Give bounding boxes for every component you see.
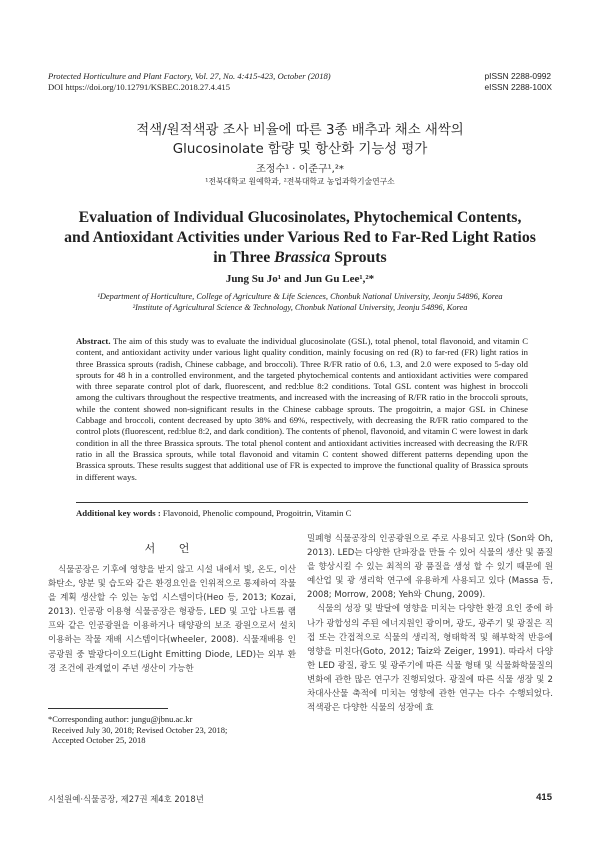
abstract-divider bbox=[76, 502, 528, 503]
corresponding-author: *Corresponding author: jungu@jbnu.ac.kr bbox=[48, 714, 193, 724]
footer-journal: 시설원예·식물공장, 제27권 제4호 2018년 bbox=[48, 794, 204, 804]
pissn: pISSN 2288-0992 bbox=[484, 71, 552, 81]
korean-affiliation: ¹전북대학교 원예학과, ²전북대학교 농업과학기술연구소 bbox=[205, 177, 395, 186]
journal-citation: Protected Horticulture and Plant Factory, Vol. 27, No. 4:415-423, October (2018) bbox=[48, 71, 331, 81]
korean-authors: 조정수¹ · 이준구¹,²* bbox=[256, 164, 344, 175]
korean-title-line-2: Glucosinolate 함량 및 항산화 기능성 평가 bbox=[172, 142, 428, 157]
korean-title bbox=[0, 121, 600, 159]
english-authors: Jung Su Jo¹ and Jun Gu Lee¹,²* bbox=[225, 273, 375, 285]
english-title-line-3c: Sprouts bbox=[330, 249, 387, 266]
abstract-label: Abstract. bbox=[76, 336, 111, 346]
english-affiliation-1: ¹Department of Horticulture, College of Agriculture & Life Sciences, Chonbuk National University, Jeonju 54896, Korea bbox=[97, 292, 503, 301]
issn-block bbox=[484, 71, 552, 93]
abstract bbox=[76, 336, 528, 483]
eissn: eISSN 2288-100X bbox=[484, 82, 552, 92]
english-title-line-3 bbox=[30, 248, 570, 268]
abstract-text: The aim of this study was to evaluate the individual glucosinolate (GSL), total phenol, total flavonoid, and vitamin C content, and antioxidant activity under various light quality condition, mainly focusing on red (R) to far-red (FR) light ratios in three Brassica sprouts (radish, Chinese cabbage, and broccoli). Three R/FR ratio of 0.6, 1.3, and 2.0 were exposed to 5-day old sprouts for 48 h in a controlled environment, and the targeted phytochemical contents and antioxidant activities were compared with three separate control plot of dark, fluorescent, and red:blue 8:2 conditions. Total GSL content was highest in broccoli among the cultivars throughout the respective treatments, and increased with the increasing of R/FR ratio in the broccoli sprouts, while the content showed non-significant results in the Chinese cabbage sprouts. The progoitrin, a major GSL in Chinese Cabbage and broccoli, content decreased by upto 38% and 69%, respectively, with decreasing the R/FR ratio compared to the control plots (fluorescent, red:blue 8:2, and dark condition). The contents of phenol, flavonoid, and vitamin C were lowest in dark condition in all the three Brassica sprouts. The total phenol content and antioxidant activities increased with decreasing the R/FR ratio in all the Brassica sprouts, while total flavonoid and vitamin C content showed different patterns depending upon the Brassica sprouts. These results suggest that additional use of FR is expected to improve the functional quality of Brassica sprouts in different ways. bbox=[76, 336, 529, 482]
keywords-label: Additional key words : bbox=[76, 508, 161, 518]
intro-paragraph-1: 밀폐형 식물공장의 인공광원으로 주로 사용되고 있다 (Son와 Oh, 2013). LED는 다양한 단파장을 만들 수 있어 식물의 생산 및 품질을 향상시킬 수 있는 최적의 광 품질을 생성 할 수 있기 때문에 원예산업 및 광 생리학 연구에 유용하게 사용되고 있다 (Massa 등, 2008; Morrow, 2008; Yeh와 Chung, 2009). bbox=[307, 534, 553, 601]
korean-title-line-1: 적색/원적색광 조사 비율에 따른 3종 배추과 채소 새싹의 bbox=[136, 123, 464, 138]
english-affiliation-2: ²Institute of Agricultural Science & Technology, Chonbuk National University, Jeonju 54896, Korea bbox=[132, 303, 468, 312]
intro-left-column: 식물공장은 기후에 영향을 받지 않고 시설 내에서 빛, 온도, 이산화탄소, 양분 및 습도와 같은 환경요인을 인위적으로 통제하여 작물을 계획 생산할 수 있는 농업 시스템이다(Heo 등, 2013; Kozai, 2013). 인공광 이용형 식물공장은 형광등, LED 및 고압 나트륨 램프와 같은 인공광원을 이용하거나 태양광의 보조 광원으로서 설치 이용하는 작물 재배 시스템이다(wheeler, 2008). 식물재배용 인공광원 중 발광다이오드(Light Emitting Diode, LED)는 외부 환경 조건에 관계없이 주년 생산이 가능한 bbox=[48, 565, 296, 674]
page-number: 415 bbox=[536, 792, 552, 803]
accepted-date: Accepted October 25, 2018 bbox=[52, 735, 146, 745]
english-affiliation bbox=[30, 291, 570, 313]
english-title-brassica: Brassica bbox=[274, 249, 331, 266]
footnote-divider bbox=[48, 708, 168, 709]
received-revised-dates: Received July 30, 2018; Revised October 23, 2018; bbox=[52, 724, 228, 735]
journal-header bbox=[48, 71, 331, 93]
footnote bbox=[48, 714, 298, 746]
doi-line: DOI https://doi.org/10.12791/KSBEC.2018.27.4.415 bbox=[48, 82, 230, 92]
intro-right-column bbox=[307, 532, 553, 715]
intro-paragraph-2: 식물의 성장 및 발달에 영향을 미치는 다양한 환경 요인 중에 하나가 광합성의 주된 에너지원인 광이며, 광도, 광주기 및 광질은 직접 또는 간접적으로 식물의 생리적, 형태학적 및 해부학적 반응에 영향을 미친다(Goto, 2012; Taiz와 Zeiger, 1991). 따라서 다양한 LED 광질, 광도 및 광주기에 따른 식물 형태 및 식물화학물질의 변화에 관한 많은 연구가 진행되었다. 광질에 따른 식물 생장 및 2차대사산물 축적에 미치는 영향에 관한 연구는 다수 수행되었다. 적색광은 다양한 식물의 성장에 효 bbox=[307, 604, 553, 714]
section-heading-introduction: 서 언 bbox=[144, 542, 200, 555]
english-title-line-3a: in Three bbox=[213, 249, 275, 266]
keywords bbox=[76, 508, 528, 518]
english-title-line-2: and Antioxidant Activities under Various Red to Far-Red Light Ratios bbox=[64, 229, 536, 246]
english-title bbox=[30, 208, 570, 268]
keywords-list: Flavonoid, Phenolic compound, Progoitrin, Vitamin C bbox=[160, 508, 352, 518]
english-title-line-1: Evaluation of Individual Glucosinolates, Phytochemical Contents, bbox=[78, 209, 522, 226]
